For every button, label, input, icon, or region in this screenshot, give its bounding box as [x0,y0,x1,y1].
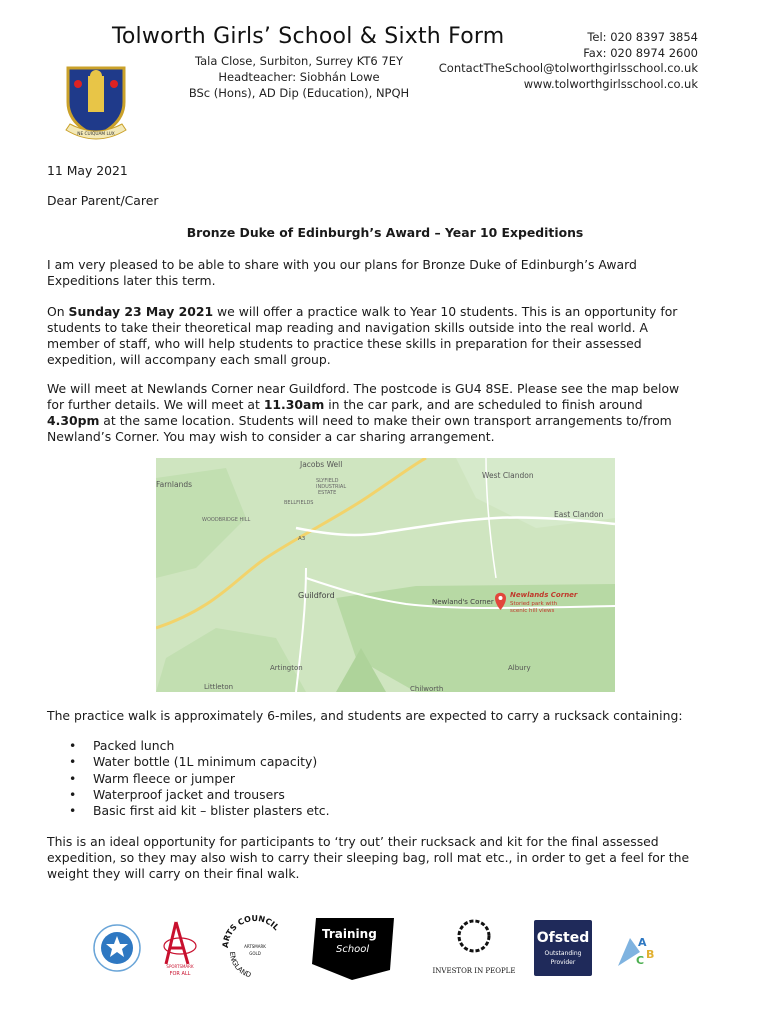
closing-paragraph [47,834,727,882]
abc-a: A [638,936,647,949]
meeting-paragraph [47,381,727,445]
letter-subject: Bronze Duke of Edinburgh’s Award – Year 10 Expeditions [186,225,584,240]
artsmark-gold: GOLD [249,951,261,956]
abc-rocket-logo [618,936,654,967]
text-line: Newland’s Corner. You may wish to consider a car sharing arrangement. [47,429,495,444]
sports-partnership-logo [94,925,140,971]
headteacher-line: Headteacher: Siobhán Lowe [218,70,380,84]
map-label-newlands-desc1: Storied park with [510,601,558,607]
accreditation-logos [0,912,770,982]
text-line: for further details. We will meet at 11.30am in the car park, and are scheduled to finish around [47,397,643,412]
kit-list [47,738,330,819]
map-label-bellfields: BELLFIELDS [284,500,314,506]
map-label-newlands-plain: Newland's Corner [432,598,494,606]
letter-date: 11 May 2021 [47,163,128,178]
map-label-industrial: INDUSTRIAL [316,484,347,490]
text-line: I am very pleased to be able to share with you our plans for Bronze Duke of Edinburgh’s Award [47,257,637,272]
rucksack-intro: The practice walk is approximately 6-miles, and students are expected to carry a rucksack containing: [47,708,683,723]
text-line: member of staff, who will help students to practice these skills in preparation for their assessed [47,336,642,351]
text-line: This is an ideal opportunity for participants to ‘try out’ their rucksack and kit for the final assessed [47,834,659,849]
intro-paragraph [47,257,727,289]
text-line: Expeditions later this term. [47,273,216,288]
investor-in-people-logo [433,921,516,975]
map-label-jacobs-well: Jacobs Well [300,460,343,469]
sportsmark-subtext: FOR ALL [169,971,191,977]
email-link[interactable]: ContactTheSchool@tolworthgirlsschool.co.uk [438,61,698,75]
meet-time: 11.30am [263,397,325,412]
training-school-logo [312,918,394,980]
list-item: • Packed lunch [93,738,330,754]
website-link[interactable]: www.tolworthgirlsschool.co.uk [523,76,698,91]
map-label-chilworth: Chilworth [410,685,444,692]
ofsted-sub2: Provider [550,959,576,966]
walk-date: Sunday 23 May 2021 [68,304,214,319]
map-label-newlands-desc2: scenic hill views [510,608,555,614]
practice-walk-paragraph [47,304,727,368]
telephone: Tel: 020 8397 3854 [587,30,698,44]
map-label-slyfield: SLYFIELD [316,478,339,484]
school-crest [60,64,132,144]
fax: Fax: 020 8974 2600 [583,45,698,60]
artsmark: ARTSMARK [244,944,266,949]
list-item: • Basic first aid kit – blister plasters etc. [93,803,330,819]
school-name: Tolworth Girls’ School & Sixth Form [112,24,505,49]
abc-b: B [646,948,655,961]
text-line: On Sunday 23 May 2021 we will offer a practice walk to Year 10 students. This is an opportunity for [47,304,678,319]
contact-block [439,30,698,92]
sportsmark-name: SPORTSMARK [166,964,194,969]
map-label-newlands-title: Newlands Corner [510,591,578,599]
map-label-a3: A3 [298,536,306,542]
map-label-albury: Albury [508,664,531,672]
text-line: We will meet at Newlands Corner near Guildford. The postcode is GU4 8SE. Please see the map below [47,381,680,396]
sportsmark-logo [164,922,196,977]
text-line: weight they will carry on their final walk. [47,866,300,881]
finish-time: 4.30pm [47,413,100,428]
map-label-woodbridge: WOODBRIDGE HILL [202,517,251,523]
list-item: • Warm fleece or jumper [93,771,330,787]
map-label-east-clandon: East Clandon [554,510,604,519]
qualifications-line: BSc (Hons), AD Dip (Education), NPQH [188,86,410,100]
text-line: expedition, will accompany each small group. [47,352,331,367]
list-item: • Water bottle (1L minimum capacity) [93,754,330,770]
map-label-west-clandon: West Clandon [482,471,534,480]
text-line: expedition, so they may also wish to carry their sleeping bag, roll mat etc., in order to get a feel for the [47,850,690,865]
school-address [170,53,428,101]
abc-c: C [636,954,645,967]
ofsted-sub1: Outstanding [544,950,582,957]
arts-council-bottom: ENGLAND [227,951,253,980]
letter-greeting: Dear Parent/Carer [47,193,159,208]
training-line: Training [322,927,377,941]
crest-motto: NE CUIQUAM LUX [77,132,115,137]
arts-council-top: ARTS COUNCIL [220,913,281,949]
location-map[interactable] [156,458,615,692]
map-label-artington: Artington [270,664,303,672]
ofsted-title: Ofsted [536,930,590,946]
text-line: students to take their theoretical map reading and navigation skills outside into the real world. A [47,320,649,335]
map-label-guildford: Guildford [298,591,335,600]
map-label-littleton: Littleton [204,683,234,691]
address-line: Tala Close, Surbiton, Surrey KT6 7EY [194,54,404,68]
ofsted-logo [534,920,592,976]
arts-council-logo [221,914,282,979]
map-label-estate: ESTATE [318,490,337,496]
list-item: • Waterproof jacket and trousers [93,787,330,803]
iip-label: INVESTOR IN PEOPLE [432,967,516,975]
school-line: School [336,944,370,955]
map-label-farnlands: Farnlands [156,480,193,489]
text-line: 4.30pm at the same location. Students will need to make their own transport arrangements to/from [47,413,672,428]
